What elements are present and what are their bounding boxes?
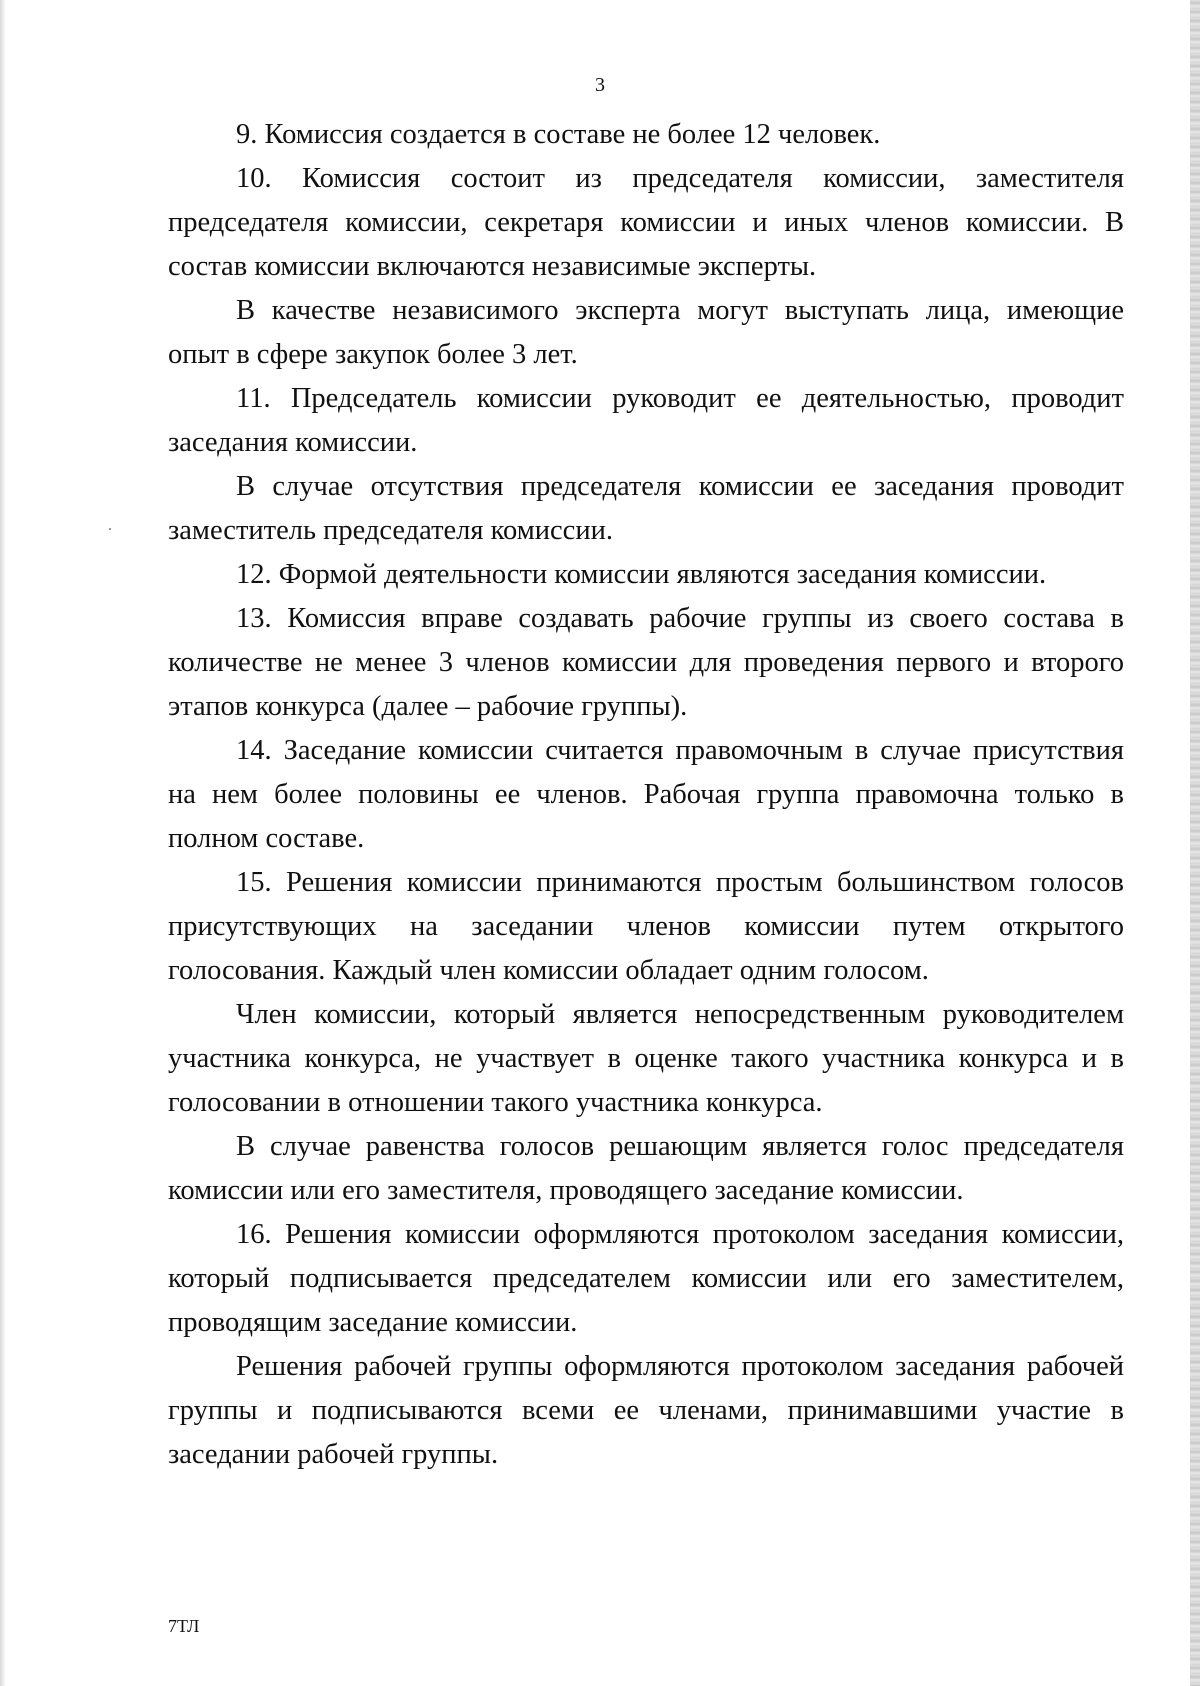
paragraph-item-9: 9. Комиссия создается в составе не более 12 человек. [236, 119, 881, 150]
footer-code: 7ТЛ [168, 1616, 200, 1636]
paragraph-chair-absence: В случае отсутствия председателя комиссии ее заседания проводит заместитель председателя комиссии. [168, 471, 1124, 546]
paragraph-tie-vote: В случае равенства голосов решающим является голос председателя комиссии или его заместителя, проводящего заседание комиссии. [168, 1131, 1124, 1206]
paragraph-item-10: 10. Комиссия состоит из председателя комиссии, заместителя председателя комиссии, секретаря комиссии и иных членов комиссии. В состав комиссии включаются независимые эксперты. [168, 163, 1124, 282]
paragraph-item-16: 16. Решения комиссии оформляются протоколом заседания комиссии, который подписывается председателем комиссии или его заместителем, проводящим заседание комиссии. [168, 1219, 1124, 1338]
page-number: 3 [595, 74, 605, 96]
scan-edge-left [0, 0, 6, 1686]
paragraph-item-12: 12. Формой деятельности комиссии являются заседания комиссии. [236, 559, 1047, 590]
scan-edge-right [1190, 0, 1200, 1686]
paragraph-member-conflict: Член комиссии, который является непосредственным руководителем участника конкурса, не участвует в оценке такого участника конкурса и в голосовании в отношении такого участника конкурса. [168, 999, 1124, 1118]
paragraph-item-11: 11. Председатель комиссии руководит ее деятельностью, проводит заседания комиссии. [168, 383, 1124, 458]
paragraph-item-13: 13. Комиссия вправе создавать рабочие группы из своего состава в количестве не менее 3 членов комиссии для проведения первого и второго этапов конкурса (далее – рабочие группы). [168, 603, 1124, 722]
document-body [168, 113, 1124, 1477]
paragraph-item-14: 14. Заседание комиссии считается правомочным в случае присутствия на нем более половины ее членов. Рабочая группа правомочна только в полном составе. [168, 735, 1124, 854]
paragraph-working-group-protocol: Решения рабочей группы оформляются протоколом заседания рабочей группы и подписываются всеми ее членами, принимавшими участие в заседании рабочей группы. [168, 1351, 1124, 1470]
paragraph-independent-expert: В качестве независимого эксперта могут выступать лица, имеющие опыт в сфере закупок более 3 лет. [168, 295, 1124, 370]
scan-speck [109, 528, 111, 530]
paragraph-item-15: 15. Решения комиссии принимаются простым большинством голосов присутствующих на заседании членов комиссии путем открытого голосования. Каждый член комиссии обладает одним голосом. [168, 867, 1124, 986]
